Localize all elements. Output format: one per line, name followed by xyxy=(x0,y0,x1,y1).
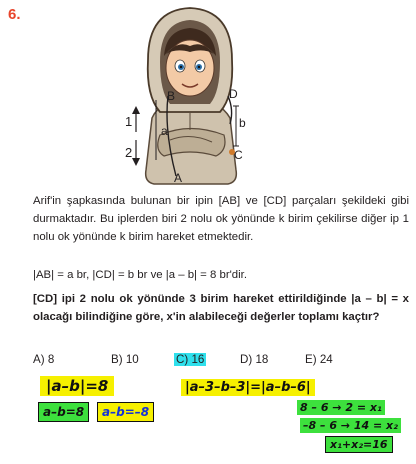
option-d[interactable]: D) 18 xyxy=(240,353,269,366)
option-a[interactable]: A) 8 xyxy=(33,353,55,366)
hw-result: x₁+x₂=16 xyxy=(325,436,393,453)
hw-abs-eq: |a–b|=8 xyxy=(40,376,114,396)
direction-2-label: 2 xyxy=(125,145,133,160)
hooded-boy-figure xyxy=(120,0,260,188)
option-c[interactable]: C) 16 xyxy=(176,353,205,366)
hw-case-1: a–b=8 xyxy=(38,402,89,422)
option-b[interactable]: B) 10 xyxy=(111,353,139,366)
label-b: B xyxy=(167,89,176,103)
problem-paragraph: Arif'in şapkasında bulunan bir ipin [AB] ve [CD] parçaları şekildeki gibi durmaktadır. Bu iplerden biri 2 nolu ok yönünde k birim çekilirse diğer ip 1 nolu ok yönünde k birim hareket etmektedir. xyxy=(33,195,409,243)
label-a: A xyxy=(174,171,183,185)
question-text: [CD] ipi 2 nolu ok yönünde 3 birim hareket ettirildiğinde |a – b| = x olacağı bilindiğine göre, x'in alabileceği değerler toplamı kaçtır? xyxy=(33,293,409,323)
hw-case-2: a–b=–8 xyxy=(97,402,154,422)
direction-1-label: 1 xyxy=(125,114,133,129)
label-b-small: b xyxy=(239,116,246,130)
label-c: C xyxy=(234,148,243,162)
label-d: D xyxy=(229,87,238,101)
answer-options xyxy=(33,353,409,371)
hw-step-1: 8 – 6 → 2 = x₁ xyxy=(297,400,385,415)
given-values: |AB| = a br, |CD| = b br ve |a – b| = 8 br'dir. xyxy=(33,269,247,281)
question-number: 6. xyxy=(8,6,21,23)
option-e[interactable]: E) 24 xyxy=(305,353,333,366)
label-a-small: a xyxy=(161,124,168,138)
hw-long-eq: |a–3–b–3|=|a–b–6| xyxy=(181,379,315,396)
hw-step-2: –8 – 6 → 14 = x₂ xyxy=(300,418,401,433)
